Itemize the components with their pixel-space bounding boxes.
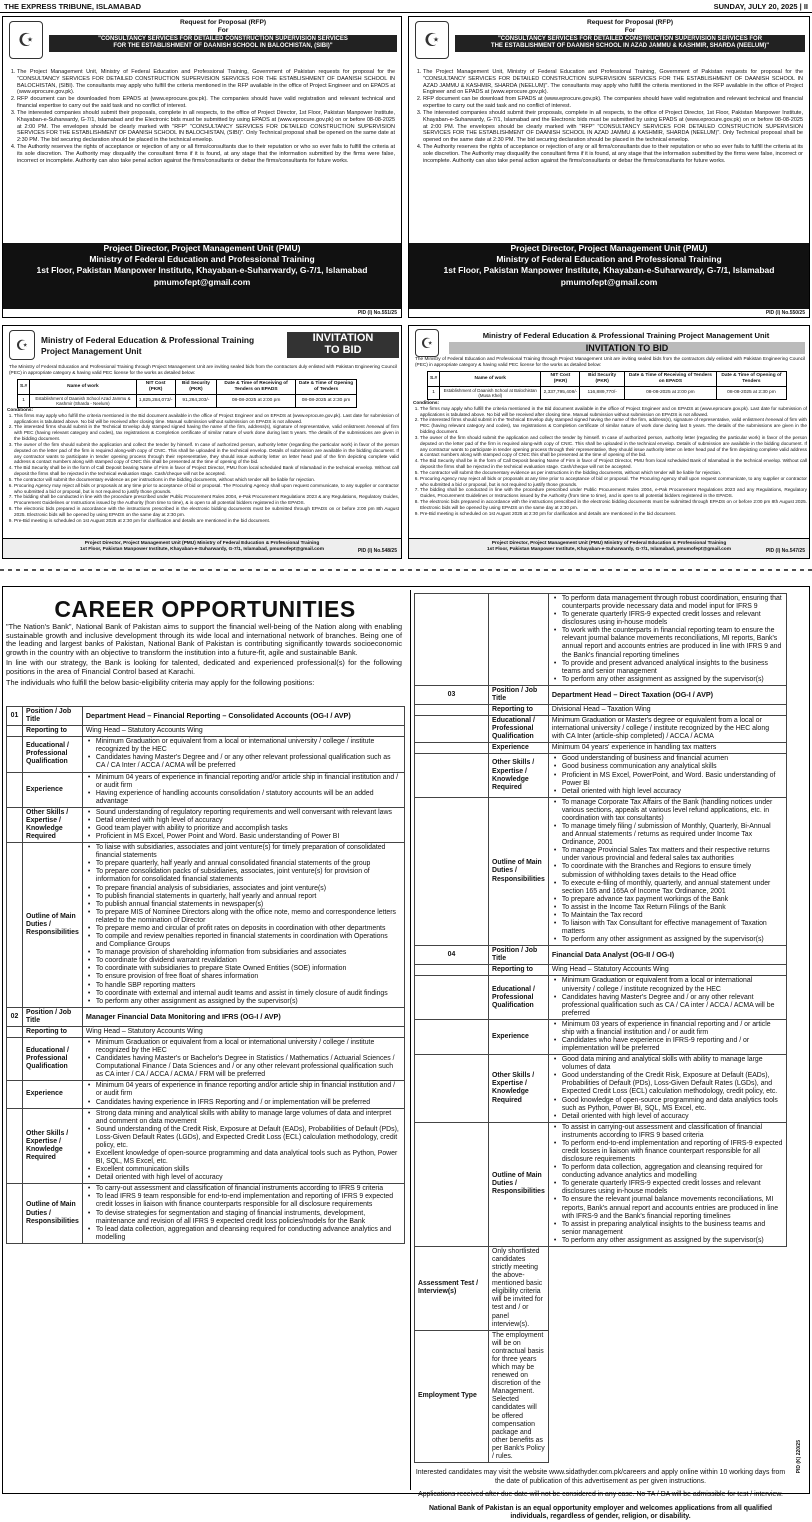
bullet-item: • To devise strategies for segmentation and staging of financial instruments, development, maintenance and revision of all IFRS 9 expected credit loss policies/models for the Bank [86, 1210, 401, 1226]
table-cell: 1 [18, 394, 30, 408]
field-label: Educational / Professional Qualification [489, 716, 549, 743]
career-outro [414, 1469, 787, 1522]
job-table-row [7, 726, 405, 737]
apply-instructions: Interested candidates may visit the website www.sidathyder.com.pk/careers and apply online within 10 working days from the date of publication of this advertisement as per given instructions. [415, 1468, 786, 1485]
bullet-item: • Minimum Graduation or equivalent from a local or international university / college / institute recognized by the HEC [86, 738, 401, 754]
field-label: Reporting to [23, 1026, 83, 1037]
bullet-item: • To prepare MIS of Nominee Directors along with the office note, memo and correspondence letters related to the nomination of Director [86, 909, 401, 925]
bullet-item: • To carry-out assessment and classification of financial instruments according to IFRS 9 criteria [86, 1185, 401, 1193]
bullet-item: • Minimum 04 years of experience in financial reporting and/or article ship in financial institution and / or audit firm [86, 774, 401, 790]
job-table-row [7, 1026, 405, 1037]
bullet-item: • Strong data mining and analytical skills with ability to manage large volumes of data and interpret and comment on data movement [86, 1110, 401, 1126]
itb-conditions: Conditions: 1. This firms may apply who fulfill the criteria mentioned in the Bid document available in the office of Project Engineer and on EPADS at (www.eprocure.gov.pk). Last date for submission of applications is tabulated above. No bid will be received after closing time. Manual submission without submission on EPADS is not allowed. 2. The interested firms should submit in the Technical Envelop duly stamped signed having the name of the firm, address(s), signature of representative, valid enlistment /renewal of firm with PEC (having relevant category and codes), tax registrations & Completion certificate of similar nature of work done during last 5 years. The details of the submissions are given in the bidding document. 3. The owner of the firm should submit the application and collect the tender by himself. In case of authorized person, authority letter (regarding the particular work) in favor of the person deputed on the letter pad of the firm is required along-with copy of CNIC. This shall be uploaded in the technical envelop. Details of submission are available in the bidding document. If any contractor wants to participate in tender opening process through their representative, they should issue authority letter on letter head pad of the firm depicting complete valid address & contact numbers along with stamped copy of CNIC this shall be presented at the time of opening of the bid. 4. The Bid Security shall be in the form of Call Deposit bearing Name of Firm in favor of Project Director, PMU from local scheduled Bank of Islamabad in the technical envelop. Without call deposit the firms shall be rejected in the technical evaluation stage. Cash/cheque will not be accepted. 5. The contractor will submit the documentary evidence as per instructions in the bidding documents, without which tender will be liable for rejection. 6. Procuring Agency may reject all bids or proposals at any time prior to acceptance of bid or proposal. The Procuring Agency shall upon request communicate, to any supplier or contractor who submitted a bid or proposal, but is not required to justify those grounds. 7. The bidding shall be conducted in line with the procedure prescribed under Public Procurement Rules 2004, e-Pak Procurement Regulations 2023 & any Regulations, Regulatory Guides, Procurement Guidelines or Instructions issued by the Authority (from time to time), & is open to all potential bidders registered in the EPADS. 8. The electronic bids prepared in accordance with the instructions prescribed in the electronic bidding documents must be submitted through EPADS on or before 2:00 pm 8th August 2025. Electronic bids will be opened by using EPADS on the same day at 2:30 pm. 9. Pre-Bid meeting is scheduled on 1st August 2025 at 2:30 pm for clarification and details are mentioned in the bid document. [7, 407, 399, 524]
itb-footer: Project Director, Project Management Unit (PMU) Ministry of Federal Education & Professional Training 1st Floor, Pakistan Manpower Institute, Khayaban-e-Suharwardy, G-7/1, Islamabad, pmumofept@gmail.com [409, 538, 809, 558]
bullet-item: • Detail oriented with high level of accuracy [86, 817, 401, 825]
field-label: Educational / Professional Qualification [489, 976, 549, 1019]
bullet-item: • Minimum 03 years of experience in financial reporting and / or article ship with a financial institution and / or audit firm [552, 1021, 783, 1037]
job-table-row [415, 797, 787, 945]
field-value [548, 1122, 786, 1246]
rfp-title: Request for Proposal (RFP) [179, 19, 267, 26]
field-label [489, 594, 549, 686]
condition-item: 8. The electronic bids prepared in accordance with the instructions prescribed in the electronic bidding documents must be submitted through EPADS on or before 2:00 pm 8th August 2025. Electronic bids will be opened by using EPADS on the same day at 2:30 pm. [420, 499, 807, 511]
bullet-item: • To coordinate with subsidiaries to prepare State Owned Entities (SOE) information [86, 965, 401, 973]
bullet-item: • To prepare quarterly, half yearly and annual consolidated financial statements of the group [86, 860, 401, 868]
field-value [548, 594, 786, 686]
bullet-item: • To handle SBP reporting matters [86, 982, 401, 990]
column-header: NIT Cost (PKR) [541, 372, 580, 387]
bullet-item: • Having experience of handling accounts consolidation / statutory accounts will be an added advantage [86, 790, 401, 806]
field-value [548, 1019, 786, 1054]
itb-ministry: Ministry of Federal Education & Professional Training Project Management Unit [482, 331, 770, 340]
bullet-item: • Proficient in MS Excel, PowerPoint, and Word. Basic understanding of Power BI [552, 772, 783, 788]
bullet-item: • Sound understanding of the Credit Risk, Exposure at Default (EADs), Probabilities of Default (PDs), Loss-Given Default Rates (LGDs), and Expected Credit Loss (ECL) calculation methodology, credit policy, etc. [86, 1126, 401, 1150]
bullet-item: • Candidates who have experience in IFRS-9 reporting and / or implementation will be preferred [552, 1037, 783, 1053]
bullet-item: • Minimum 04 years of experience in finance reporting and/or article ship in financial institution and / or audit firm [86, 1082, 401, 1098]
itb-conditions: Conditions: 1. The firms may apply who fulfill the criteria mentioned in the Bid document available in the office of Project Engineer and on EPADS at (www.eprocure.gov.pk). Last date for submission of applications is tabulated above. No bid will be received after closing time. Manual submission without submission on EPADS is not allowed. 2. The interested firms should submit in the Technical Envelop duly stamped signed having the name of the firm, address(s), signature of representative, valid enlistment /renewal of firm with PEC (having relevant category and codes), tax registrations & Completion certificate of similar nature of work done during last 5 years. The details of the submissions are given in the bidding document. 3. The owner of the firm should submit the application and collect the tender by himself. In case of authorized person, authority letter (regarding the particular work) in favor of the person deputed on the letter pad of the firm is required along-with copy of CNIC. This shall be uploaded in the technical envelop. Details of submission are available in the bidding document. If any contractor wants to participate in tender opening process through their representative, they should issue authority letter on letter head pad of the firm depicting complete valid address & contact numbers along with stamped copy of CNIC this shall be presented at the time of opening of the bid. 4. The Bid Security shall be in the form of Call Deposit bearing Name of Firm in favor of Project Director, PMU from local scheduled Bank of Islamabad in the technical envelop. Without call deposit the firms shall be rejected in the technical evaluation stage. Cash/cheque will not be accepted. 5. The contractor will submit the documentary evidence as per instructions in the bidding documents, without which tender will be liable for rejection. 6. Procuring Agency may reject all bids or proposals at any time prior to acceptance of bid or proposal. The Procuring Agency shall upon request communicate, to any supplier or contractor who submitted a bid or proposal, but is not required to justify those grounds. 7. The bidding shall be conducted in line with the procedure prescribed under Public Procurement Rules 2004, e-Pak Procurement Regulations 2023 and any Regulations, Regulatory Guides, Procurement Guidelines or Instructions issued by the Authority (from time to time), and is open to all potential bidders registered in the EPADS. 8. The electronic bids prepared in accordance with the instructions prescribed in the electronic bidding documents must be submitted through EPADS on or before 2:00 pm 8th August 2025. Electronic bids will be opened by using EPADS on the same day at 2:30 pm. 9. Pre-Bid meeting is scheduled on 1st August 2025 at 2:30 pm for clarification and details are mentioned in the bid document. [413, 400, 807, 517]
bullet-item: • To lead data collection, aggregation and cleansing required for conducting advance analytics and modelling [86, 1226, 401, 1242]
bullet-item: • Detail oriented with high level accuracy [552, 788, 783, 796]
field-label: Assessment Test / Interview(s) [415, 1246, 489, 1330]
government-emblem-icon: ☪ [415, 21, 449, 59]
rfp-title: Request for Proposal (RFP) [586, 19, 674, 26]
rfp-for: For [217, 27, 229, 35]
itb-footer: Project Director, Project Management Unit (PMU) Ministry of Federal Education & Professional Training 1st Floor, Pakistan Manpower Institute, Khayaban-e-Suharwardy, G-7/1, Islamabad, pmumofept@gmail.com [3, 538, 401, 558]
job-table-row [7, 1184, 405, 1244]
field-label: Reporting to [489, 705, 549, 716]
bullet-item: • To publish annual financial statements in newspaper(s) [86, 901, 401, 909]
field-value [548, 976, 786, 1019]
pid-number: PID (I) No.551/25 [357, 310, 397, 316]
condition-item: 2. The interested firms should submit in the Technical Envelop duly stamped signed having the name of the firm, address(s), signature of representative, valid enlistment /renewal of firm with PEC (having relevant category and codes), tax registrations & Completion certificate of similar nature of work done during last 5 years. The details of the submissions are given in the bidding document. [420, 417, 807, 434]
bullet-item: • To perform any other assignment as assigned by the supervisor(s) [552, 1237, 783, 1245]
table-cell: Establishment of Daanish School Azad Jammu & Kashmir (Sharda - Neelum) [30, 394, 136, 408]
bullet-item: • To publish financial statements in quarterly, half yearly and annual report [86, 893, 401, 901]
bullet-item: • To perform end-to-end implementation and reporting of IFRS-9 expected credit losses in liaison with finance counterpart responsible for all disclosure requirements [552, 1140, 783, 1164]
job-table-row [415, 743, 787, 754]
itb-banner: INVITATION TO BID [287, 332, 399, 358]
field-value [82, 737, 404, 772]
field-label: Employment Type [415, 1330, 489, 1462]
bullet-item: • Candidates having Master's or Bachelor's Degree in Statistics / Mathematics / Actuarial Sciences / Computational Finance / Data Sciences and / or any other relevant professional qualification such as CA inter / CA / ACCA / ACMA / FRM will be preferred [86, 1055, 401, 1079]
bullet-item: • To coordinate for dividend warrant revalidation [86, 957, 401, 965]
condition-item: 7. The bidding shall be conducted in line with the procedure prescribed under Public Procurement Rules 2004, e-Pak Procurement Regulations 2023 & any Regulations, Regulatory Guides, Procurement Guidelines or Instructions issued by the Authority (from time to time), & is open to all potential bidders registered in the EPADS. [14, 494, 399, 506]
job-table-row [415, 1019, 787, 1054]
job-table-row [7, 1037, 405, 1080]
rfp-subject: "CONSULTANCY SERVICES FOR DETAILED CONSTRUCTION SUPERVISION SERVICES FOR THE ESTABLISHMENT OF DAANISH SCHOOL IN AZAD JAMMU & KASHMIR, SHARDA (NEELUM)" [455, 35, 805, 52]
itb-intro: The Ministry of Federal Education and Professional Training through Project Management Unit are inviting sealed bids from the contractors duly enlisted with Pakistan Engineering Council (PEC) in appropriate category & having valid PEC license for the works as detailed below: [415, 356, 805, 367]
bullet-item: • To prepare financial analysis of subsidiaries, associates and joint venture(s) [86, 885, 401, 893]
condition-item: 3. The owner of the firm should submit the application and collect the tender by himself. In case of authorized person, authority letter (regarding the particular work) in favor of the person deputed on the letter pad of the firm is required along-with copy of CNIC. This shall be uploaded in the technical envelop. Details of submission are available in the bidding document. If any contractor wants to participate in tender opening process through their representative, they should issue authority letter on letter head pad of the firm depicting complete valid address & contact numbers along with stamped copy of CNIC this shall be presented at the time of opening of the bid. [420, 435, 807, 458]
bullet-item: • To manage provision of shareholding information from subsidiaries and associates [86, 949, 401, 957]
field-label: Experience [489, 743, 549, 754]
field-label: Reporting to [23, 726, 83, 737]
bullet-item: • To generate quarterly IFRS-9 expected credit losses and relevant disclosures using in-house models [552, 1180, 783, 1196]
condition-item: 2. The interested firms should submit in the Technical Envelop duly stamped signed having the name of the firm, address(s), signature of representative, valid enlistment /renewal of firm with PEC (having relevant category and codes), tax registrations & Completion certificate of similar nature of work done during last 5 years. The details of the submissions are given in the bidding document. [14, 424, 399, 441]
pid-number: PID (I) No.547/25 [765, 547, 805, 554]
bullet-item: • To assist in the Income Tax Return Filings of the Bank [552, 904, 783, 912]
field-value [82, 1037, 404, 1080]
field-value: Department Head – Direct Taxation (OG-I / AVP) [548, 685, 786, 704]
job-table-row [7, 843, 405, 1008]
pid-number: PID (I) No.548/25 [357, 547, 397, 554]
rfp-item: 1. The Project Management Unit, Ministry of Federal Education and Professional Training, Government of Pakistan requests for proposal for the "CONSULTANCY SERVICES FOR DETAILED CONSTRUCTION SUPERVISION SERVICES FOR THE ESTABLISHMENT OF DAANISH SCHOOL IN AZAD JAMMU & KASHMIR, SHARDA (NEELUM)". The consultants may apply who fulfill the criteria mentioned in the RFP available in the office of Project Engineer and on EPADS at (www.eprocure.gov.pk). [423, 69, 803, 96]
itb-ministry: Ministry of Federal Education & Professional Training Project Management Unit [41, 335, 255, 356]
job-table-row [415, 976, 787, 1019]
rfp-heading [455, 19, 805, 52]
bullet-item: • To coordinate with external and internal audit teams and assist in timely closure of audit findings [86, 990, 401, 998]
bullet-item: • To ensure the relevant journal balance movements reconciliations, MI reports, Bank's annual report and accounts entries are produced in line with IFRS-9 and the Bank's financial reporting timelines [552, 1196, 783, 1220]
field-label: Experience [23, 772, 83, 807]
bullet-item: • Proficient in MS Excel, Power Point and Word. Basic understanding of Power BI [86, 833, 401, 841]
condition-item: 1. This firms may apply who fulfill the criteria mentioned in the Bid document available in the office of Project Engineer and on EPADS at (www.eprocure.gov.pk). Last date for submission of applications is tabulated above. No bid will be received after closing time. Manual submission without submission on EPADS is not allowed. [14, 413, 399, 425]
career-title: CAREER OPPORTUNITIES [54, 596, 356, 622]
bullet-item: • Candidates having experience in IFRS Reporting and / or implementation will be preferred [86, 1099, 401, 1107]
bullet-item: • To liaise with subsidiaries, associates and joint venture(s) for timely preparation of consolidated financial statements [86, 844, 401, 860]
equal-opportunity-note: National Bank of Pakistan is an equal opportunity employer and welcomes applications from all qualified individuals, regardless of gender, religion, or disability. [428, 1504, 773, 1521]
rfp-item: 2. RFP document can be downloaded from EPADS at (www.eprocure.gov.pk). The companies should have valid registration and relevant technical and financial expertise to carry out the said task and no conflict of interest. [17, 96, 395, 110]
bullet-item: • To manage Provincial Sales Tax matters and their respective returns under various provincial and federal sales tax authorities [552, 847, 783, 863]
rfp-footer: Project Director, Project Management Unit (PMU) Ministry of Federal Education and Professional Training 1st Floor, Pakistan Manpower Institute, Khayaban-e-Suharwardy, G-7/1, Islamabad pmumofept@gmail.com [3, 243, 401, 309]
job-table-row [415, 1122, 787, 1246]
condition-item: 6. Procuring Agency may reject all bids or proposals at any time prior to acceptance of bid or proposal. The Procuring Agency shall upon request communicate, to any supplier or contractor who submitted a bid or proposal, but is not required to justify those grounds. [14, 483, 399, 495]
field-value [548, 754, 786, 797]
table-cell: 1,825,284,073/- [136, 394, 175, 408]
job-table-row [7, 707, 405, 726]
column-header: Name of work [30, 380, 136, 395]
job-number: 03 [415, 685, 489, 704]
field-label: Other Skills / Expertise / Knowledge Required [23, 1108, 83, 1184]
column-header: Date & Time of Opening of Tenders [716, 372, 786, 387]
table-cell: 116,889,770/- [580, 386, 624, 400]
bullet-item: • To execute e-filing of monthly, quarterly, and annual statement under section 165 and 165A of Income Tax Ordinance, 2001 [552, 880, 783, 896]
table-cell: Establishment of Daanish School at Balochistan (Musa Khel) [440, 386, 541, 400]
bullet-item: • To lead IFRS 9 team responsible for end-to-end implementation and reporting of IFRS 9 expected credit losses in liaison with finance counterparts responsible for all disclosure requirements [86, 1193, 401, 1209]
bullet-item: • Excellent communication skills [86, 1166, 401, 1174]
rfp-item: 3. The interested companies should submit their proposals, complete in all respects, to the office of Project Director, 1st Floor, Pakistan Manpower Institute, Khayaban-e-Suharwardy, G-7/1, Islamabad and the Electronic bids must be submitted by using EPADS at (www.eprocure.gov.pk) on or before 08-08-2025 at 2:00 PM. The envelopes should be clearly marked with "RFP" "CONSULTANCY SERVICES FOR DETAILED CONSTRUCTION SUPERVISION SERVICES FOR THE ESTABLISHMENT OF DAANISH SCHOOL IN AZAD JAMMU & KASHMIR, SHARDA (NEELUM)". Only Technical proposal shall be opened on the same date at 2:30 PM. The bid securing declaration should be placed in the technical envelop. [423, 110, 803, 144]
bullet-item: • Good knowledge of open-source programming and data analytics tools such as Python, Power BI, SQL, MS Excel, etc. [552, 1097, 783, 1113]
field-label: Position / Job Title [489, 946, 549, 965]
masthead [0, 0, 812, 13]
job-table-row [7, 1081, 405, 1108]
bullet-item: • Candidates having Master's Degree and / or any other relevant professional qualification such as CA / CA inter / ACCA / ACMA will be preferred [552, 994, 783, 1018]
bullet-item: • To ensure provision of free float of shares information [86, 973, 401, 981]
bullet-item: • Excellent knowledge of open-source programming and data analytical tools such as Python, Power BI, SQL, MS Excel, etc. [86, 1150, 401, 1166]
rfp-footer: Project Director, Project Management Unit (PMU) Ministry of Federal Education and Professional Training 1st Floor, Pakistan Manpower Institute, Khayaban-e-Suharwardy, G-7/1, Islamabad pmumofept@gmail.com [409, 243, 809, 309]
field-value [82, 1108, 404, 1184]
column-header: Date & Time of Receiving of Tenders on EPADS [624, 372, 716, 387]
bullet-item: • To liaison with Tax Consultant for effective management of Taxation matters [552, 920, 783, 936]
rfp-item: 3. The interested companies should submit their proposals, complete in all respects, to the office of Project Director, 1st Floor, Pakistan Manpower Institute, Khayaban-e-Suharwardy, G-7/1, Islamabad and the Electronic bids must be submitted by using EPADS at (www.eprocure.gov.pk) on or before 08-08-2025 at 2:00 PM. The envelopes should be clearly marked with "RFP" "CONSULTANCY SERVICES FOR DETAILED CONSTRUCTION SUPERVISION SERVICES FOR THE ESTABLISHMENT OF DAANISH SCHOOL IN BALOCHISTAN, (SIBI)". Only Technical proposal shall be opened on the same date at 2:30 PM. The bid securing declaration should be placed in the technical envelop. [17, 110, 395, 144]
bullet-item: • To compile and review penalties reported in financial statements in coordination with Operations and Compliance Groups [86, 933, 401, 949]
bullet-item: • To perform data management through robust coordination, ensuring that counterparts provide necessary data and model input for IFRS 9 [552, 595, 783, 611]
rfp-item: 1. The Project Management Unit, Ministry of Federal Education and Professional Training, Government of Pakistan requests for proposal for the "CONSULTANCY SERVICES FOR DETAILED CONSTRUCTION SUPERVISION SERVICES FOR THE ESTABLISHMENT OF DAANISH SCHOOL IN BALOCHISTAN, (SIBI). The consultants may apply who fulfill the criteria mentioned in the RFP available in the office of Project Engineer and on EPADS at (www.eprocure.gov.pk). [17, 69, 395, 96]
tender-table [427, 371, 787, 400]
job-table-row [415, 1055, 787, 1123]
job-table-row [7, 737, 405, 772]
field-label: Other Skills / Expertise / Knowledge Required [489, 754, 549, 797]
itb-intro: The Ministry of Federal Education and Professional Training through Project Management Unit are inviting sealed bids from the contractors duly enlisted with Pakistan Engineering Council (PEC) in appropriate category & having valid PEC license for the works as detailed below: [9, 364, 397, 375]
job-table-row [415, 754, 787, 797]
itb-banner: INVITATION TO BID [449, 342, 805, 354]
invitation-to-bid-neelum [2, 325, 402, 559]
condition-item: 9. Pre-Bid meeting is scheduled on 1st August 2025 at 2:30 pm for clarification and details are mentioned in the bid document. [420, 511, 807, 517]
field-value: Financial Data Analyst (OG-II / OG-I) [548, 946, 786, 965]
bullet-item: • Good data mining and analytical skills with ability to manage large volumes of data [552, 1056, 783, 1072]
field-value [548, 1055, 786, 1123]
bullet-item: • Minimum Graduation or equivalent from a local or international university / college / institute recognized by the HEC [552, 977, 783, 993]
bullet-item: • Candidates having Master's Degree and / or any other relevant professional qualification such as CA / CA Inter / ACCA / ACMA will be preferred [86, 754, 401, 770]
invitation-to-bid-musakhel [408, 325, 810, 559]
pid-number: PID (I) No.550/25 [765, 310, 805, 316]
field-value: Divisional Head – Taxation Wing [548, 705, 786, 716]
bullet-item: • Good understanding of business and financial acumen [552, 755, 783, 763]
field-value: Wing Head – Statutory Accounts Wing [82, 1026, 404, 1037]
bullet-item: • To coordinate with the Branches and Regions to ensure timely submission of withholding taxes details to the Head office [552, 863, 783, 879]
government-emblem-icon: ☪ [415, 329, 439, 357]
bullet-item: • To perform any other assignment as assigned by the supervisor(s) [552, 936, 783, 944]
tender-table [17, 379, 357, 408]
bullet-item: • To provide and present advanced analytical insights to the business teams and senior management [552, 660, 783, 676]
column-header: NIT Cost (PKR) [136, 380, 175, 395]
field-label: Other Skills / Expertise / Knowledge Required [489, 1055, 549, 1123]
bullet-item: • To work with the counterparts in financial reporting team to ensure the relevant journal balance movements reconciliations, MI reports, Bank's annual report and accounts entries are produced in line with IFRS 9 and the Bank's financial reporting timelines [552, 627, 783, 659]
job-table-row [7, 807, 405, 842]
job-number: 02 [7, 1007, 23, 1026]
field-value [82, 1081, 404, 1108]
condition-item: 6. Procuring Agency may reject all bids or proposals at any time prior to acceptance of bid or proposal. The Procuring Agency shall upon request communicate, to any supplier or contractor who submitted a bid or proposal, but is not required to justify those grounds. [420, 476, 807, 488]
section-divider [0, 563, 812, 577]
field-value: Wing Head – Statutory Accounts Wing [548, 965, 786, 976]
field-value: Department Head – Financial Reporting – Consolidated Accounts (OG-I / AVP) [82, 707, 404, 726]
masthead-right: SUNDAY, JULY 20, 2025 | II [713, 2, 808, 11]
field-value [82, 807, 404, 842]
field-value: Manager Financial Data Monitoring and IFRS (OG-I / AVP) [82, 1007, 404, 1026]
bullet-item: • Minimum Graduation or equivalent from a local or international university / college / institute recognized by the HEC [86, 1039, 401, 1055]
bullet-item: • To prepare advance tax payment workings of the Bank [552, 896, 783, 904]
bullet-item: • Good understanding of the Credit Risk, Exposure at Default (EADs), Probabilities of Default (PDs), Loss-Given Default Rates (LGDs), and Expected Credit Loss (ECL) calculation methodology, credit policy, etc. [552, 1072, 783, 1096]
field-label: Outline of Main Duties / Responsibilities [23, 1184, 83, 1244]
rfp-for: For [624, 27, 636, 35]
bullet-item: • To prepare memo and circular of profit rates on deposits in coordination with other departments [86, 925, 401, 933]
bullet-item: • To perform any other assignment as assigned by the supervisor(s) [552, 676, 783, 684]
field-label: Position / Job Title [489, 685, 549, 704]
field-value [82, 772, 404, 807]
rfp-ad-sibi [2, 16, 402, 318]
field-label: Position / Job Title [23, 1007, 83, 1026]
rfp-body [9, 69, 395, 164]
job-number: 04 [415, 946, 489, 965]
job-table-row [7, 1007, 405, 1026]
field-label: Experience [489, 1019, 549, 1054]
government-emblem-icon: ☪ [9, 330, 35, 360]
bullet-item: • To perform data collection, aggregation and cleansing required for conducting advance analytics and modelling [552, 1164, 783, 1180]
table-cell: 91,264,203/- [175, 394, 216, 408]
masthead-left: THE EXPRESS TRIBUNE, ISLAMABAD [4, 2, 142, 11]
field-value: Only shortlisted candidates strictly meeting the above-mentioned basic eligibility criteria will be invited for test and / or panel interview(s). [489, 1246, 549, 1330]
government-emblem-icon: ☪ [9, 21, 43, 59]
column-header: Bid Security (PKR) [580, 372, 624, 387]
column-header: Date & Time of Opening of Tenders [296, 380, 357, 395]
job-table-row [415, 685, 787, 704]
job-table-row [415, 705, 787, 716]
condition-item: 4. The Bid Security shall be in the form of Call Deposit bearing Name of Firm in favor of Project Director, PMU from local scheduled Bank of Islamabad in the technical envelop. Without call deposit the firms shall be rejected in the technical evaluation stage. Cash/cheque will not be accepted. [420, 458, 807, 470]
rfp-ad-neelum [408, 16, 810, 318]
condition-item: 7. The bidding shall be conducted in line with the procedure prescribed under Public Procurement Rules 2004, e-Pak Procurement Regulations 2023 and any Regulations, Regulatory Guides, Procurement Guidelines or Instructions issued by the Authority (from time to time), and is open to all potential bidders registered in the EPADS. [420, 487, 807, 499]
job-table-row [415, 594, 787, 686]
table-cell: 08-08-2025 at 2:00 pm [624, 386, 716, 400]
field-value [82, 1184, 404, 1244]
bullet-item: • Detail oriented with high level of accuracy [86, 1174, 401, 1182]
condition-item: 8. The electronic bids prepared in accordance with the instructions prescribed in the electronic bidding documents must be submitted through EPADS on or before 2:00 pm 8th August 2025. Electronic bids will be opened by using EPADS on the same day at 2:30 pm. [14, 506, 399, 518]
column-header: S.# [428, 372, 440, 387]
late-applications-note: Applications received after due date will not be considered in any case. No TA / DA will be admissible for test / interview. [418, 1491, 783, 1499]
rfp-subject: "CONSULTANCY SERVICES FOR DETAILED CONSTRUCTION SUPERVISION SERVICES FOR THE ESTABLISHMENT OF DAANISH SCHOOL IN BALOCHISTAN, (SIBI)" [49, 35, 397, 52]
condition-item: 3. The owner of the firm should submit the application and collect the tender by himself. In case of authorized person, authority letter (regarding the particular work) in favor of the person deputed on the letter pad of the firm is required along-with copy of CNIC. This shall be uploaded in the technical envelop. Details of submission are available in the bidding document. If any contractor wants to participate in tender opening process through their representative, they should issue authority letter on letter head pad of the firm depicting complete valid address & contact numbers along with stamped copy of CNIC this shall be presented at the time of opening of the bid. [14, 442, 399, 465]
rfp-item: 4. The Authority reserves the rights of acceptance or rejection of any or all firms/consultants due to their reputation or who so ever fails to fulfill the criteria at its sole discretion. The Authority may disqualify the consultant firms if it is found, at any stage that the information submitted by the firms were false, incorrect or incomplete. Authority can also take penal action against the firms/consultants or debar the firms/consultants for future works. [423, 144, 803, 164]
job-table-row [415, 946, 787, 965]
job-number: 01 [7, 707, 23, 726]
bullet-item: • To assist in carrying-out assessment and classification of financial instruments according to IFRS 9 based criteria [552, 1124, 783, 1140]
pid-number: PID (K) 220/25 [796, 1440, 802, 1474]
field-value: Wing Head – Statutory Accounts Wing [82, 726, 404, 737]
rfp-item: 2. RFP document can be download from EPADS at (www.eprocure.gov.pk). The companies should have valid registration and relevant technical and financial expertise to carry out the said task and no conflict of interest. [423, 96, 803, 110]
field-value: The employment will be on contractual basis for three years which may be renewed on discretion of the Management. Selected candidates will be offered compensation package and other benefits as per Bank's Policy / rules. [489, 1330, 549, 1462]
job-table-row [415, 1330, 787, 1462]
column-header: Date & Time of Receiving of Tenders on EPADS [217, 380, 296, 395]
condition-item: 1. The firms may apply who fulfill the criteria mentioned in the Bid document available in the office of Project Engineer and on EPADS at (www.eprocure.gov.pk). Last date for submission of applications is tabulated above. No bid will be received after closing time. Manual submission without submission on EPADS is not allowed. [420, 406, 807, 418]
job-table-row [7, 772, 405, 807]
field-value: Minimum Graduation or Master's degree or equivalent from a local or international university / college / institute recognized by the HEC along with CA Inter (article-ship completed) / ACCA / ACMA [548, 716, 786, 743]
job-table-row [7, 1108, 405, 1184]
condition-item: 4. The Bid Security shall be in the form of Call Deposit bearing Name of Firm in favor of Project Director, PMU from local scheduled Bank of Islamabad in the technical envelop. Without call deposit the firms shall be rejected in the technical evaluation stage. Cash/cheque will not be accepted. [14, 465, 399, 477]
field-label: Outline of Main Duties / Responsibilities [489, 797, 549, 945]
column-header: Name of work [440, 372, 541, 387]
column-header: S.# [18, 380, 30, 395]
job-table-row [415, 965, 787, 976]
rfp-item: 4. The Authority reserves the rights of acceptance or rejection of any or all firms/consultants due to their reputation or who so ever fails to fulfill the criteria at its sole discretion. The Authority may disqualify the consultant firms if it is found, at any stage that the information submitted by the firms were false, incorrect or incomplete. Authority can also take penal action against the firms/consultants or debar the firms/consultants for future works. [17, 144, 395, 164]
field-label: Outline of Main Duties / Responsibilities [489, 1122, 549, 1246]
bullet-item: • To manage timely filing / submission of Monthly, Quarterly, Bi-Annual and Annual statements / returns as required under Income Tax Ordinance, 2001 [552, 823, 783, 847]
table-cell: 08-08-2025 at 2:30 pm [716, 386, 786, 400]
bullet-item: • To assist in preparing analytical insights to the business teams and senior management [552, 1221, 783, 1237]
bullet-item: • Detail oriented with high level of accuracy [552, 1113, 783, 1121]
table-cell: 1 [428, 386, 440, 400]
rfp-heading [49, 19, 397, 52]
bullet-item: • To manage Corporate Tax Affairs of the Bank (handling notices under various sections, appeals at various level refund applications, etc. in coordination with tax consultants) [552, 799, 783, 823]
bullet-item: • Good business communication any analytical skills [552, 763, 783, 771]
rfp-body [415, 69, 803, 164]
condition-item: 9. Pre-Bid meeting is scheduled on 1st August 2025 at 2:30 pm for clarification and details are mentioned in the bid document. [14, 518, 399, 524]
bullet-item: • To prepare consolidation packs of subsidiaries, associates, joint venture(s) for provision of information for consolidated financial statements [86, 868, 401, 884]
bullet-item: • Sound understanding of regulatory reporting requirements and well conversant with relevant laws [86, 809, 401, 817]
career-intro: "The Nation's Bank", National Bank of Pakistan aims to support the financial well-being of the Nation along with enabling sustainable growth and inclusive development through its wide local and international network of branches. Being one of the leading and largest banks of Pakistan, National Bank of Pakistan is contributing significantly towards socioeconomic growth in the country with an objective to transform the institution into a future-fit, agile and sustainable Bank. In line with our strategy, the Bank is looking for talented, dedicated and experienced professional(s) for the following positions in the area of Financial Control based at Karachi. The individuals who fulfill the below basic-eligibility criteria may apply for the following positions: [6, 622, 402, 687]
table-cell: 08-08-2025 at 2:00 pm [217, 394, 296, 408]
bullet-item: • To perform any other assignment as assigned by the supervisor(s) [86, 998, 401, 1006]
job-table-row [415, 716, 787, 743]
table-cell: 08-08-2025 at 2:30 pm [296, 394, 357, 408]
job-table-row [415, 1246, 787, 1330]
condition-item: 5. The contractor will submit the documentary evidence as per instructions in the bidding documents, without which tender will be liable for rejection. [420, 470, 807, 476]
bullet-item: • Good team player with ability to prioritize and accomplish tasks [86, 825, 401, 833]
field-label: Educational / Professional Qualification [23, 1037, 83, 1080]
career-right-column [414, 593, 787, 1522]
field-label: Other Skills / Expertise / Knowledge Required [23, 807, 83, 842]
field-label: Position / Job Title [23, 707, 83, 726]
column-header: Bid Security (PKR) [175, 380, 216, 395]
table-cell: 2,337,795,408/- [541, 386, 580, 400]
field-value [548, 797, 786, 945]
field-label: Outline of Main Duties / Responsibilities [23, 843, 83, 1008]
bullet-item: • To Maintain the Tax record [552, 912, 783, 920]
field-value [82, 843, 404, 1008]
field-label: Educational / Professional Qualification [23, 737, 83, 772]
condition-item: 5. The contractor will submit the documentary evidence as per instructions in the bidding documents, without which tender will be liable for rejection. [14, 477, 399, 483]
field-value: Minimum 04 years' experience in handling tax matters [548, 743, 786, 754]
career-column-divider [410, 590, 411, 1490]
career-left-column [6, 706, 405, 1244]
field-label: Reporting to [489, 965, 549, 976]
field-label: Experience [23, 1081, 83, 1108]
bullet-item: • To generate quarterly IFRS-9 expected credit losses and relevant disclosures using in-house models [552, 611, 783, 627]
